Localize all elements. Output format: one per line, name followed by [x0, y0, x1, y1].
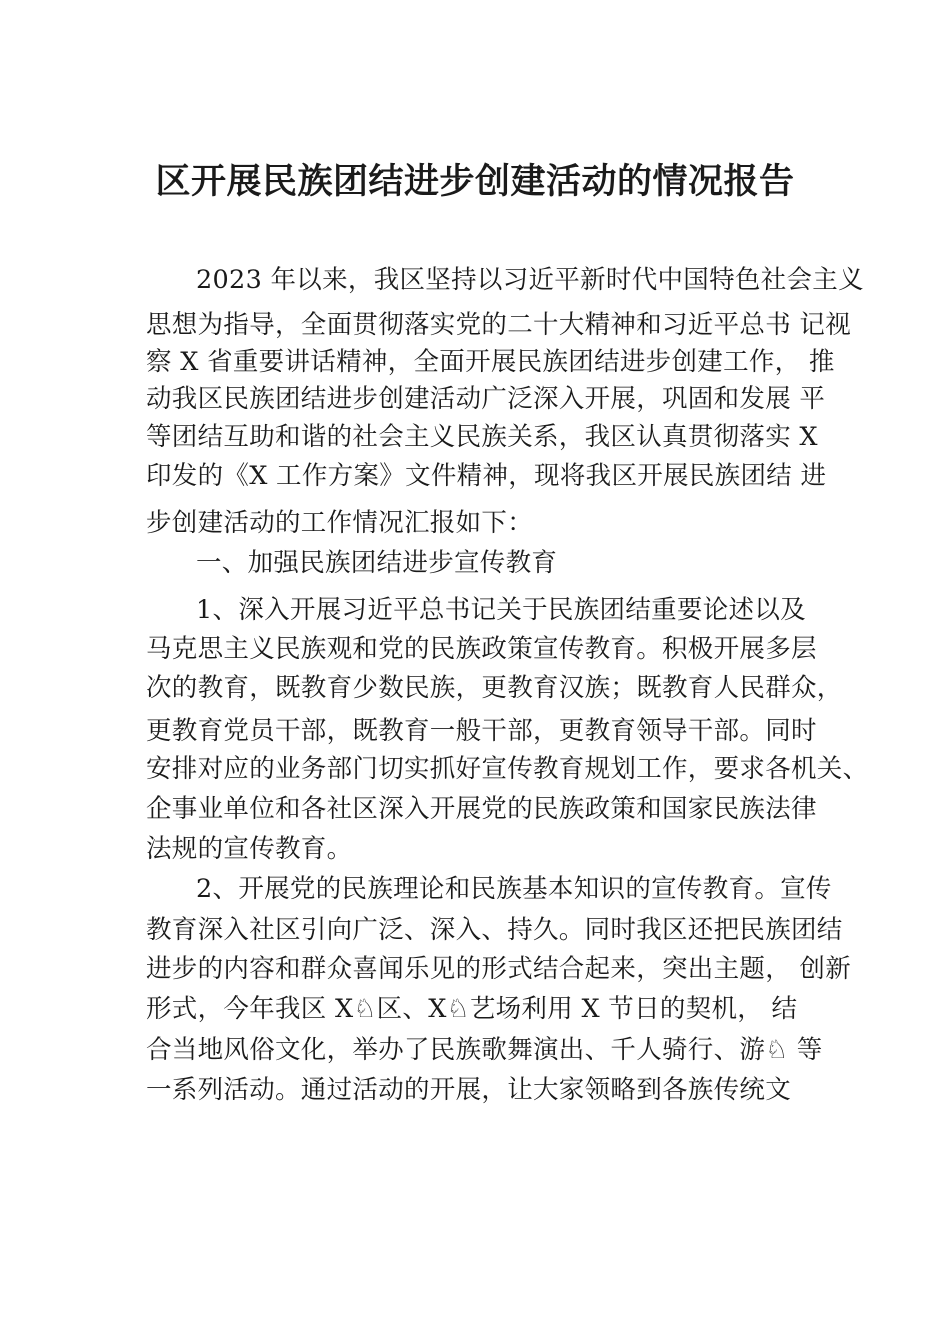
- body-line: 马克思主义民族观和党的民族政策宣传教育。积极开展多层: [146, 634, 817, 664]
- body-line: 教育深入社区引向广泛、深入、持久。同时我区还把民族团结: [146, 915, 843, 945]
- body-line: 形式，今年我区 X♘区、X♘艺场利用 X 节日的契机， 结: [146, 994, 798, 1024]
- body-line: 步创建活动的工作情况汇报如下：: [146, 508, 534, 538]
- body-line: 思想为指导，全面贯彻落实党的二十大精神和习近平总书 记视: [146, 310, 852, 340]
- body-line: 一系列活动。通过活动的开展，让大家领略到各族传统文: [146, 1075, 792, 1105]
- body-line: 2、开展党的民族理论和民族基本知识的宣传教育。宣传: [196, 874, 832, 904]
- body-line: 1、深入开展习近平总书记关于民族团结重要论述以及: [196, 595, 806, 625]
- body-line: 印发的《X 工作方案》文件精神，现将我区开展民族团结 进: [146, 461, 827, 491]
- body-line: 更教育党员干部，既教育一般干部，更教育领导干部。同时: [146, 716, 817, 746]
- body-line: 动我区民族团结进步创建活动广泛深入开展，巩固和发展 平: [146, 384, 826, 414]
- body-line: 合当地风俗文化，举办了民族歌舞演出、千人骑行、游♘ 等: [146, 1035, 823, 1065]
- body-line: 察 X 省重要讲话精神，全面开展民族团结进步创建工作， 推: [146, 347, 835, 377]
- body-line: 2023 年以来，我区坚持以习近平新时代中国特色社会主义: [196, 265, 864, 295]
- body-line: 等团结互助和谐的社会主义民族关系，我区认真贯彻落实 X: [146, 422, 818, 452]
- body-line: 次的教育，既教育少数民族，更教育汉族；既教育人民群众，: [146, 673, 843, 703]
- document-title: 区开展民族团结进步创建活动的情况报告: [155, 161, 795, 202]
- body-line: 进步的内容和群众喜闻乐见的形式结合起来，突出主题， 创新: [146, 954, 852, 984]
- body-line: 法规的宣传教育。: [146, 834, 353, 864]
- body-line: 安排对应的业务部门切实抓好宣传教育规划工作，要求各机关、: [146, 754, 869, 784]
- section-heading: 一、加强民族团结进步宣传教育: [196, 548, 558, 578]
- body-line: 企事业单位和各社区深入开展党的民族政策和国家民族法律: [146, 794, 817, 824]
